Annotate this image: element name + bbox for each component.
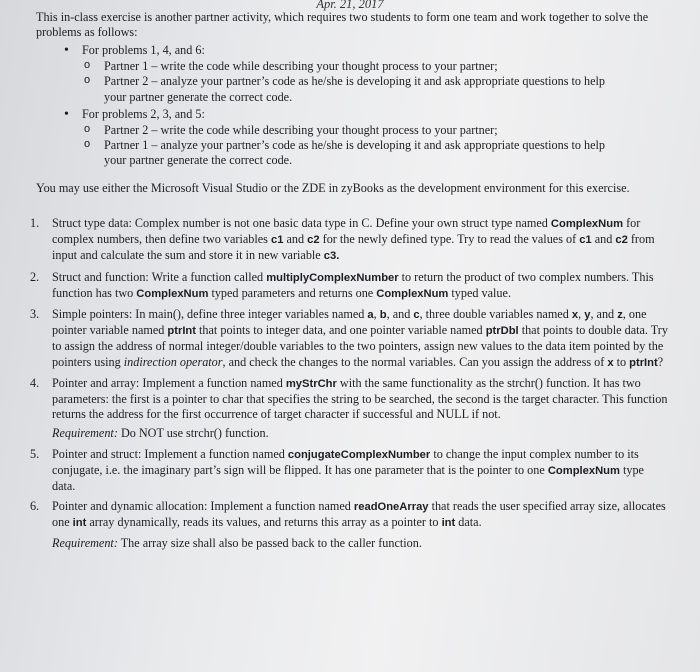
text-run: data. [455,515,482,530]
code-term: c2 [307,234,320,247]
environment-paragraph: You may use either the Microsoft Visual Studio or the ZDE in zyBooks as the development environment for this exercise. [36,181,630,195]
problem-text [52,270,670,302]
partner-roles [62,42,622,171]
problem-number: 4. [30,375,40,390]
code-term: conjugateComplexNumber [287,448,431,461]
text-run: to return the product of two complex numbers. This function has two [52,269,654,300]
code-term: c [413,309,420,322]
text-run: Struct and function: Write a function called [52,269,267,284]
text-run: , and [386,307,414,322]
problem-text [52,376,670,423]
text-run: from input and calculate the sum and store it in new variable [52,232,655,263]
problem-item [30,447,670,500]
partner-group-title: For problems 2, 3, and 5: [82,106,205,121]
text-run: for complex numbers, then define two variables [52,216,641,247]
code-term: c1 [270,234,284,247]
code-term: int [72,517,87,530]
code-term: y [584,309,591,322]
date-header: Apr. 21, 2017 [316,0,384,11]
code-term: c3. [323,250,340,263]
code-term: myStrChr [285,377,337,390]
text-run: array dynamically, reads its values, and returns this array as a pointer to [86,515,442,530]
partner-role-item: o Partner 2 – write the code while describing your thought process to your partner; [82,123,622,138]
text-run: ? [657,354,664,369]
code-term: ptrDbl [485,325,519,338]
partner-groups-list [62,43,622,169]
code-term: z [617,309,623,322]
text-run: and [591,232,616,247]
text-run: , [373,307,380,322]
partner-role-list [82,59,622,105]
text-run: for the newly defined type. Try to read the values of [319,232,580,247]
code-term: ptrInt [167,325,196,338]
problem-item [30,216,670,270]
text-run: to [613,354,630,369]
problem-number: 6. [30,499,40,514]
partner-group [62,43,622,105]
text-run: , [578,307,585,322]
code-term: ComplexNum [547,464,620,477]
text-run: Struct type data: Complex number is not one basic data type in C. Define your own struct type named [52,216,551,230]
problem-item [30,270,670,307]
code-term: readOneArray [353,501,429,514]
text-run: typed value. [448,285,511,300]
text-run: , and check the changes to the normal variables. Can you assign the address of [222,354,608,369]
problem-item [30,376,670,447]
problem-text [52,499,670,531]
text-run: type data. [52,462,644,494]
text-run: , and [590,307,618,322]
text-run: that points to double data. Try to assign the address of normal integer/double variables to the two pointers, assign new values to the data item pointed by the pointers using [52,323,668,369]
text-run: Pointer and array: Implement a function named [52,375,286,390]
code-term: c2 [615,234,628,247]
text-run: and [283,232,308,247]
problem-item [30,307,670,376]
problem-number: 2. [30,269,40,284]
text-run: Pointer and struct: Implement a function named [52,446,288,461]
text-run: Simple pointers: In main(), define three integer variables named [52,307,368,322]
requirement-label: Requirement: [52,426,118,441]
code-term: multiplyComplexNumber [266,271,399,284]
text-run: , one pointer variable named [52,307,647,338]
intro-paragraph: This in-class exercise is another partner activity, which requires two students to form one team and work together to solve the problems as follows: [36,10,649,40]
partner-group [62,107,622,169]
code-term: x [607,356,614,369]
requirement-text: The array size shall also be passed back to the caller function. [117,535,422,550]
problem-text [52,447,670,495]
requirement-note [52,426,670,441]
partner-role-item: o Partner 1 – analyze your partner’s code as he/she is developing it and ask appropriate questions to help your partner generate the correct code. [82,138,622,168]
code-term: ComplexNum [136,287,209,300]
problem-number: 3. [30,307,40,322]
code-term: c1 [579,234,592,247]
requirement-text: Do NOT use strchr() function. [117,426,269,441]
code-term: ComplexNum [376,287,449,300]
text-run: to change the input complex number to its conjugate, i.e. the imaginary part’s sign will be flipped. It has one parameter that is the pointer to one [52,446,639,477]
code-term: ComplexNum [550,218,624,230]
text-run: Pointer and dynamic allocation: Implement a function named [52,499,354,514]
problem-number: 1. [30,216,40,230]
text-run: with the same functionality as the strchr() function. It has two parameters: the first is a pointer to char that specifies the string to be searched, the second is the target character. This function returns the address for the first occurrence of target character if successful and NULL if not. [52,375,668,422]
problem-item [30,499,670,551]
problem-list [30,216,670,551]
partner-role-list [82,123,622,169]
text-run: , three double variables named [419,307,572,322]
problem-number: 5. [30,446,40,461]
emphasis-term: indirection operator [123,354,223,369]
partner-role-item: o Partner 2 – analyze your partner’s code as he/she is developing it and ask appropriate questions to help your partner generate the correct code. [82,74,622,104]
code-term: a [367,309,374,322]
partner-role-item: o Partner 1 – write the code while describing your thought process to your partner; [82,59,622,74]
code-term: int [441,517,456,530]
problem-text [52,307,670,371]
code-term: ptrInt [629,356,658,369]
code-term: x [571,309,579,322]
partner-group-title: For problems 1, 4, and 6: [82,43,205,57]
text-run: typed parameters and returns one [208,285,377,300]
requirement-note [52,536,670,551]
text-run: that points to integer data, and one pointer variable named [196,323,486,338]
text-run: that reads the user specified array size, allocates one [52,499,666,530]
code-term: b [379,309,387,322]
problem-text [52,216,670,265]
requirement-label: Requirement: [52,535,118,550]
